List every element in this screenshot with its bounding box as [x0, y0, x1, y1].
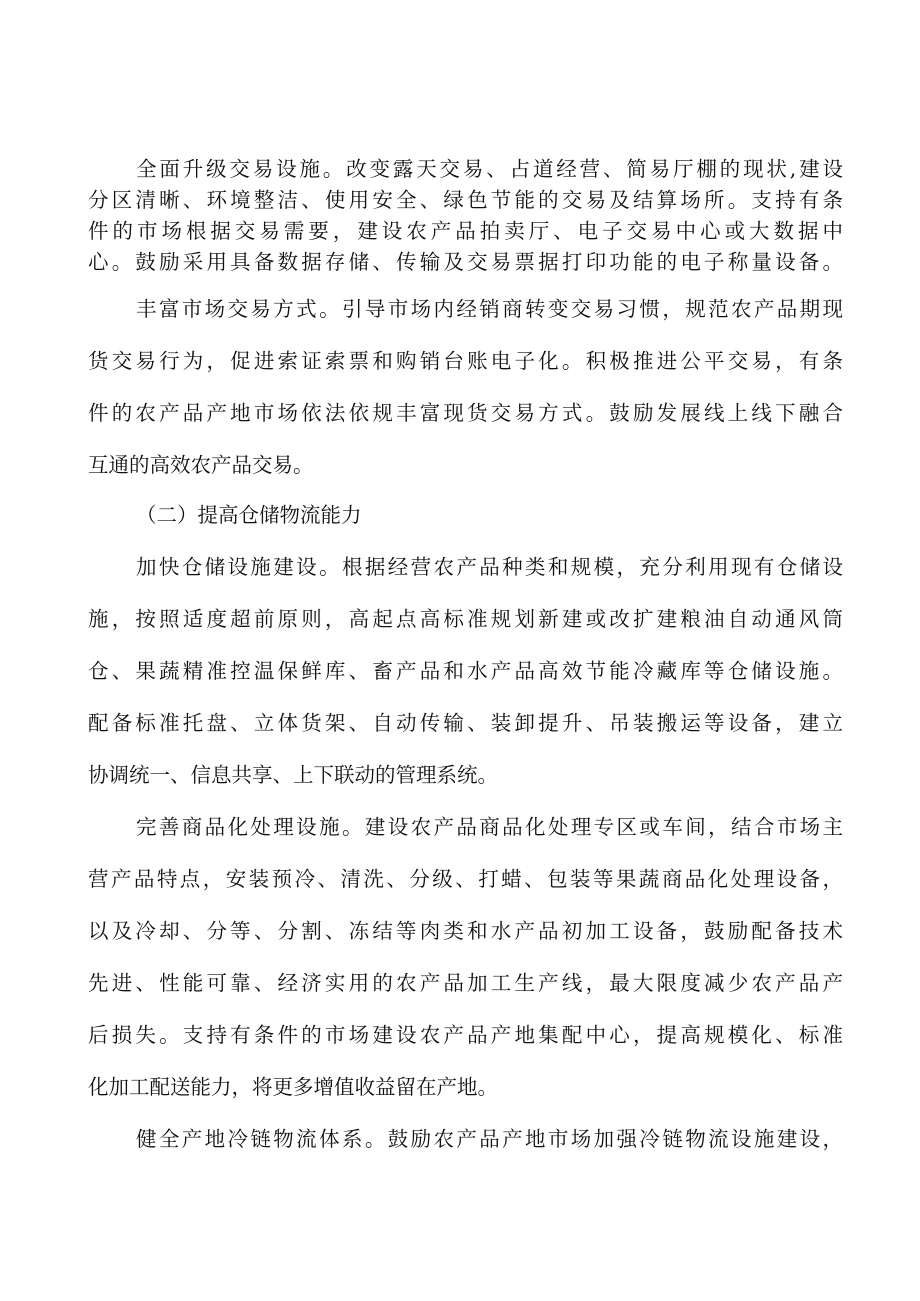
paragraph-2-line-3: 件的农产品产地市场依法依规丰富现货交易方式。鼓励发展线上线下融合	[88, 401, 843, 425]
paragraph-4-line-5: 后损失。支持有条件的市场建设农产品产地集配中心，提高规模化、标准	[88, 1023, 843, 1047]
paragraph-4-line-3: 以及冷却、分等、分割、冻结等肉类和水产品初加工设备，鼓励配备技术	[88, 919, 843, 943]
section-heading: （二）提高仓储物流能力	[136, 503, 362, 527]
paragraph-2-line-2: 货交易行为，促进索证索票和购销台账电子化。积极推进公平交易，有条	[88, 349, 843, 373]
paragraph-3-line-3: 仓、果蔬精准控温保鲜库、畜产品和水产品高效节能冷藏库等仓储设施。	[88, 659, 843, 683]
paragraph-1-line-1: 全面升级交易设施。改变露天交易、占道经营、简易厅棚的现状,建设	[136, 157, 843, 181]
paragraph-4-line-4: 先进、性能可靠、经济实用的农产品加工生产线，最大限度减少农产品产	[88, 971, 843, 995]
paragraph-1-line-3: 件的市场根据交易需要，建设农产品拍卖厅、电子交易中心或大数据中	[88, 219, 843, 243]
paragraph-3-line-4: 配备标准托盘、立体货架、自动传输、装卸提升、吊装搬运等设备，建立	[88, 711, 843, 735]
paragraph-4-line-2: 营产品特点，安装预冷、清洗、分级、打蜡、包装等果蔬商品化处理设备，	[88, 867, 843, 891]
paragraph-4-line-6: 化加工配送能力，将更多增值收益留在产地。	[88, 1075, 498, 1099]
paragraph-4-line-1: 完善商品化处理设施。建设农产品商品化处理专区或车间，结合市场主	[136, 815, 843, 839]
paragraph-2-line-4: 互通的高效农产品交易。	[88, 453, 314, 477]
paragraph-3-line-2: 施，按照适度超前原则，高起点高标准规划新建或改扩建粮油自动通风筒	[88, 607, 843, 631]
paragraph-2-line-1: 丰富市场交易方式。引导市场内经销商转变交易习惯，规范农产品期现	[136, 297, 843, 321]
paragraph-1-line-2: 分区清晰、环境整洁、使用安全、绿色节能的交易及结算场所。支持有条	[88, 188, 843, 212]
paragraph-3-line-5: 协调统一、信息共享、上下联动的管理系统。	[88, 763, 498, 787]
paragraph-3-line-1: 加快仓储设施建设。根据经营农产品种类和规模，充分利用现有仓储设	[136, 555, 843, 579]
paragraph-1-line-4: 心。鼓励采用具备数据存储、传输及交易票据打印功能的电子称量设备。	[88, 250, 843, 274]
paragraph-5-line-1: 健全产地冷链物流体系。鼓励农产品产地市场加强冷链物流设施建设，	[136, 1127, 843, 1151]
